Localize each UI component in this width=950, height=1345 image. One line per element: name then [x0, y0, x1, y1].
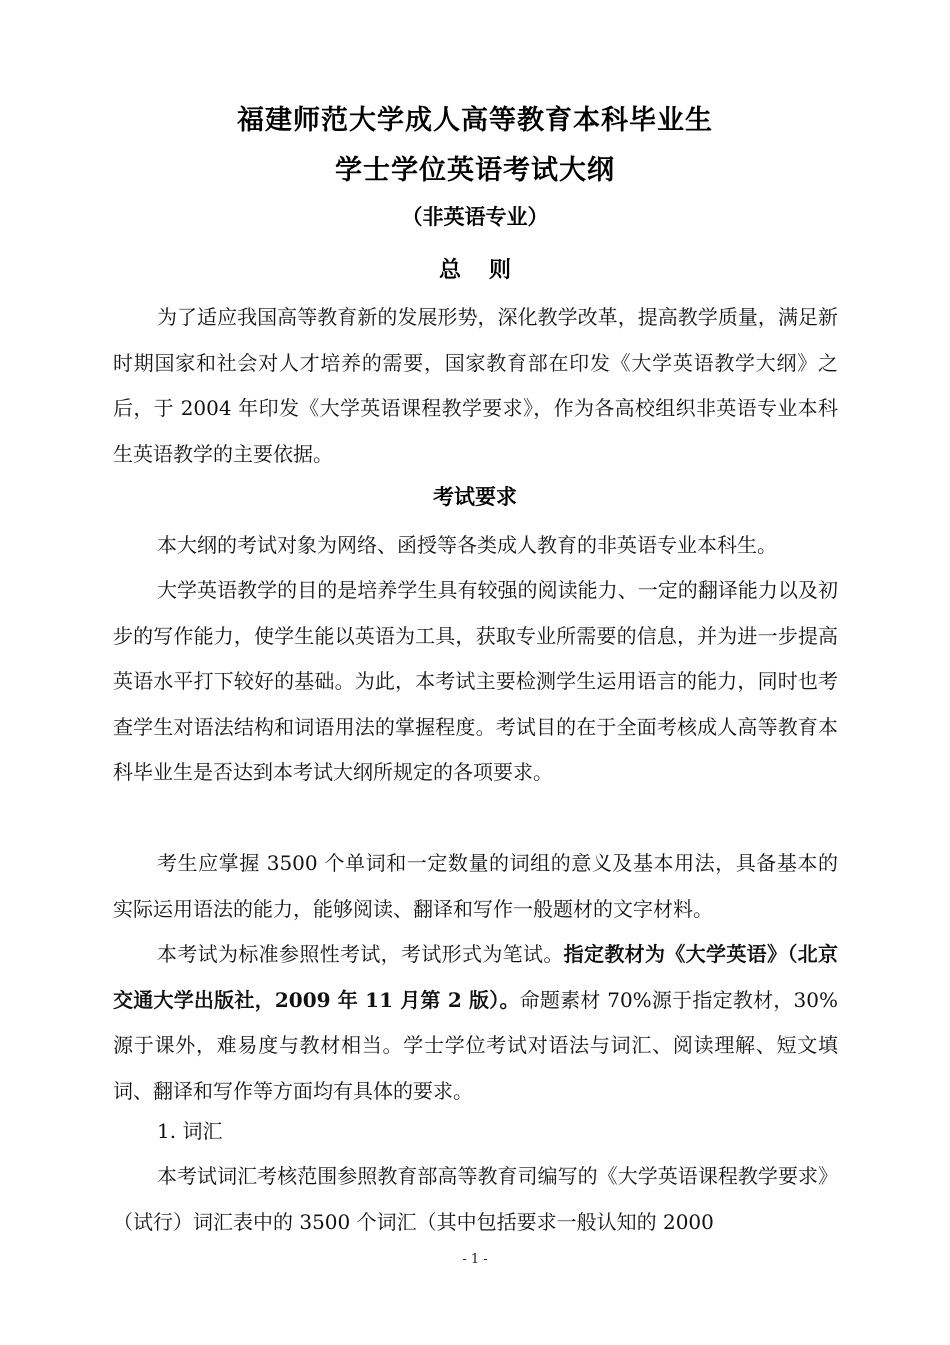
paragraph-vocab-scope: 本考试词汇考核范围参照教育部高等教育司编写的《大学英语课程教学要求》（试行）词汇表中的 3500 个词汇（其中包括要求一般认知的 2000	[113, 1164, 838, 1234]
paragraph-vocab-requirement: 考生应掌握 3500 个单词和一定数量的词组的意义及基本用法，具备基本的实际运用语法的能力，能够阅读、翻译和写作一般题材的文字材料。	[113, 851, 838, 921]
paragraph-purpose: 大学英语教学的目的是培养学生具有较强的阅读能力、一定的翻译能力以及初步的写作能力，使学生能以英语为工具，获取专业所需要的信息，并为进一步提高英语水平打下较好的基础。为此，本考试主要检测学生运用语言的能力，同时也考查学生对语法结构和词语用法的掌握程度。考试目的在于全面考核成人高等教育本科毕业生是否达到本考试大纲所规定的各项要求。	[113, 578, 838, 784]
paragraph-target: 本大纲的考试对象为网络、函授等各类成人教育的非英语专业本科生。	[157, 533, 777, 557]
textbook-designation: 指定教材为《大学英语》（北京交通大学出版社，2009 年 11 月第 2 版）。	[113, 942, 839, 1012]
exam-format-text: 本考试为标准参照性考试，考试形式为笔试。	[157, 942, 564, 966]
item-vocabulary-heading: 1. 词汇	[157, 1119, 223, 1143]
page-number: - 1 -	[462, 1252, 488, 1267]
document-subtitle: （非英语专业）	[401, 205, 549, 229]
section-heading-general: 总则	[438, 258, 539, 283]
section-heading-requirements: 考试要求	[433, 484, 517, 509]
document-title-line1: 福建师范大学成人高等教育本科毕业生	[237, 105, 713, 136]
paragraph-exam-format	[113, 932, 838, 1114]
paragraph-general: 为了适应我国高等教育新的发展形势，深化教学改革，提高教学质量，满足新时期国家和社会对人才培养的需要，国家教育部在印发《大学英语教学大纲》之后，于 2004 年印发《大学英语课程教学要求》，作为各高校组织非英语专业本科生英语教学的主要依据。	[113, 305, 838, 466]
document-title-line2: 学士学位英语考试大纲	[335, 155, 615, 186]
exam-material-text: 命题素材 70%源于指定教材，30%源于课外，难易度与教材相当。学士学位考试对语法与词汇、阅读理解、短文填词、翻译和写作等方面均有具体的要求。	[113, 987, 838, 1103]
